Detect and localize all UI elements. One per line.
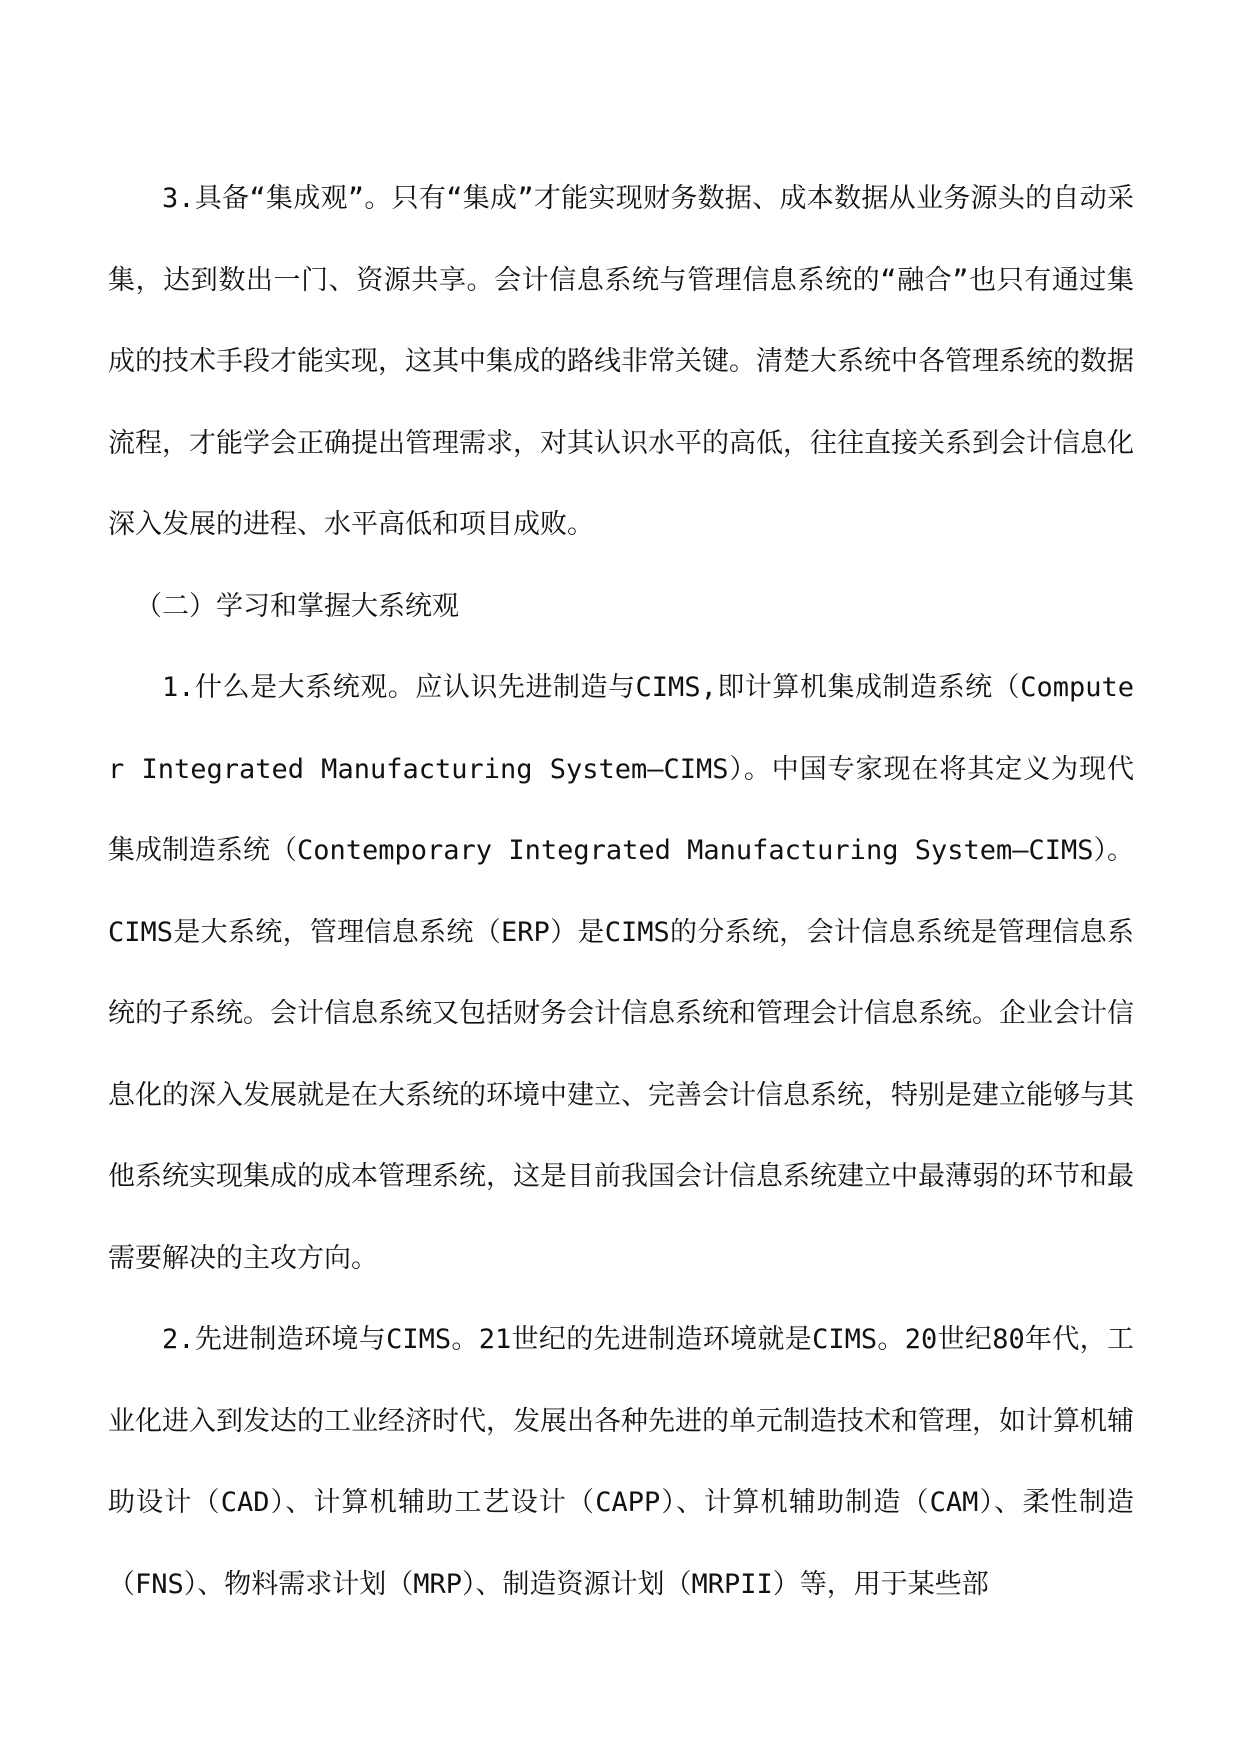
document-body xyxy=(108,158,1134,1625)
paragraph-integration-view: 3.具备“集成观”。只有“集成”才能实现财务数据、成本数据从业务源头的自动采集，达到数出一门、资源共享。会计信息系统与管理信息系统的“融合”也只有通过集成的技术手段才能实现，这其中集成的路线非常关键。清楚大系统中各管理系统的数据流程，才能学会正确提出管理需求，对其认识水平的高低，往往直接关系到会计信息化深入发展的进程、水平高低和项目成败。 xyxy=(108,183,1134,540)
paragraph-advanced-manufacturing-cims: 2.先进制造环境与CIMS。21世纪的先进制造环境就是CIMS。20世纪80年代，工业化进入到发达的工业经济时代，发展出各种先进的单元制造技术和管理，如计算机辅助设计（CAD）、计算机辅助工艺设计（CAPP）、计算机辅助制造（CAM）、柔性制造（FNS）、物料需求计划（MRP）、制造资源计划（MRPII）等，用于某些部 xyxy=(108,1324,1134,1600)
paragraph-what-is-big-system-view: 1.什么是大系统观。应认识先进制造与CIMS,即计算机集成制造系统（Computer Integrated Manufacturing System–CIMS）。中国专家现在将其定义为现代集成制造系统（Contemporary Integrated Manufacturing System—CIMS）。CIMS是大系统，管理信息系统（ERP）是CIMS的分系统，会计信息系统是管理信息系统的子系统。会计信息系统又包括财务会计信息系统和管理会计信息系统。企业会计信息化的深入发展就是在大系统的环境中建立、完善会计信息系统，特别是建立能够与其他系统实现集成的成本管理系统，这是目前我国会计信息系统建立中最薄弱的环节和最需要解决的主攻方向。 xyxy=(108,672,1135,1274)
section-heading-big-system-view: （二）学习和掌握大系统观 xyxy=(135,590,459,622)
